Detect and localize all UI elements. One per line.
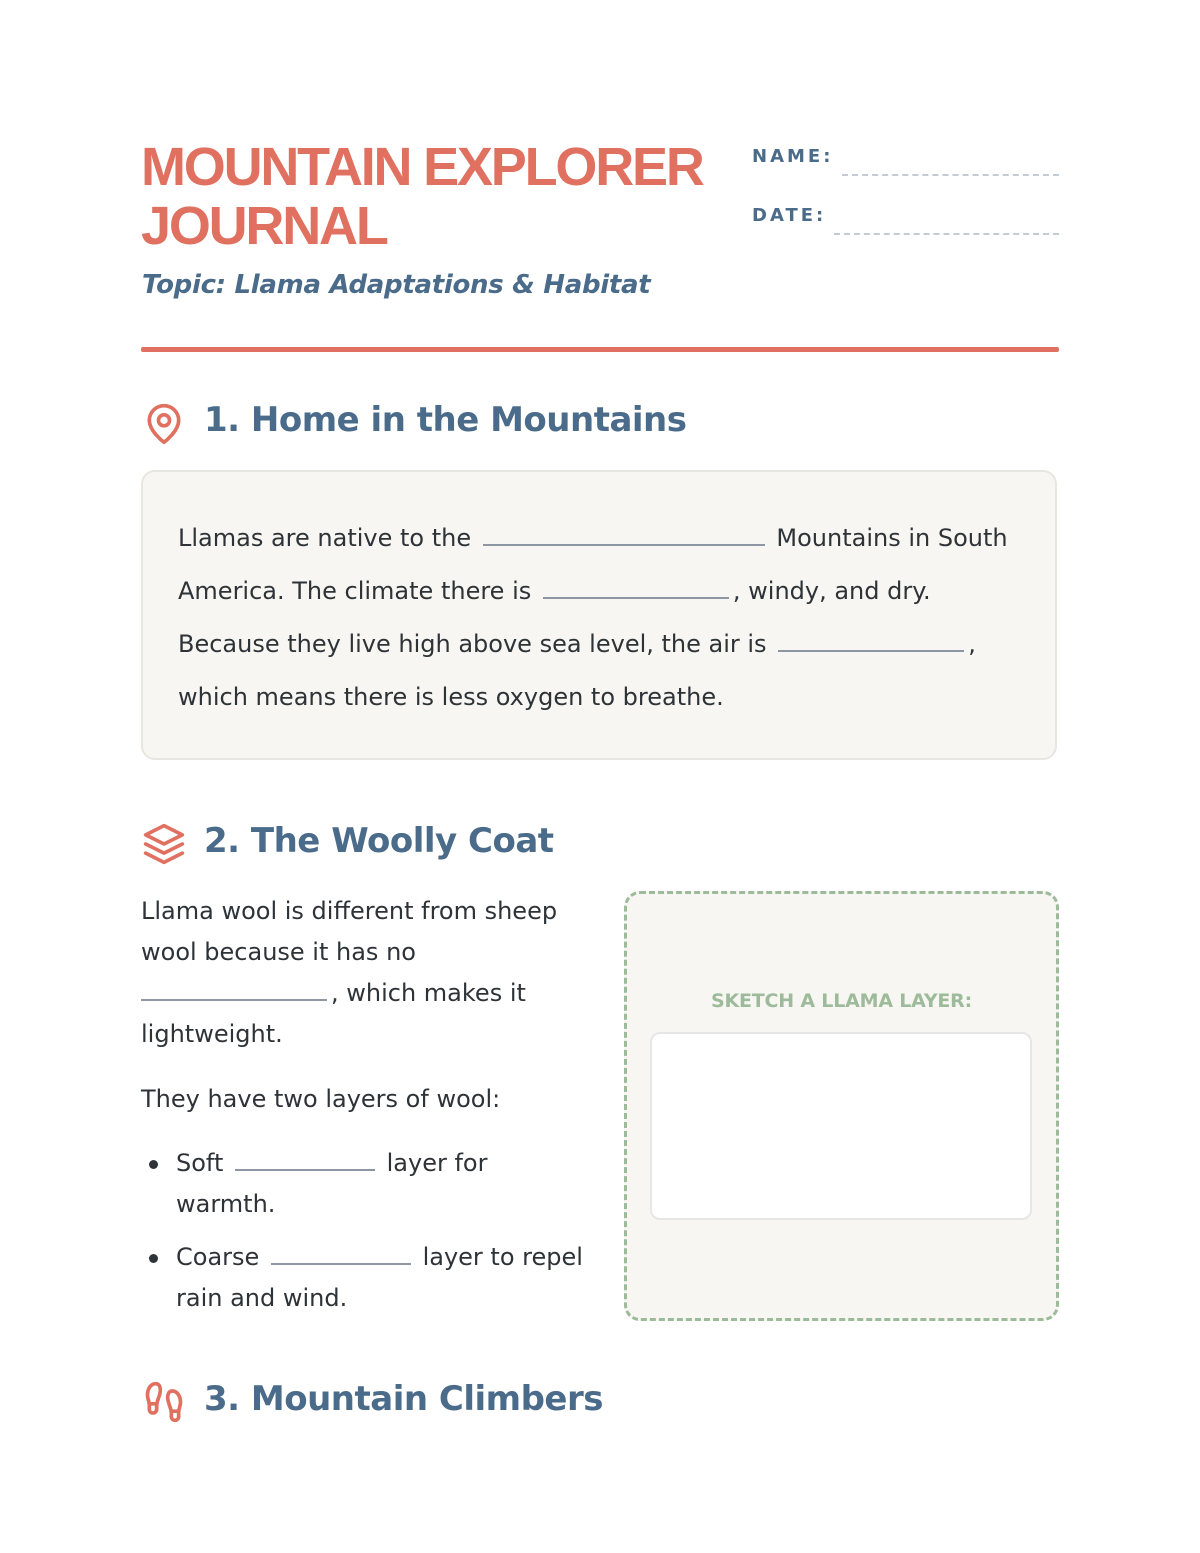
habitat-text-b: Mountains in South America. The climate there is: [178, 524, 1008, 605]
blank-mountains[interactable]: [483, 543, 765, 546]
blank-air[interactable]: [778, 649, 964, 652]
journal-title: [141, 138, 751, 256]
footprints-icon: [142, 1380, 186, 1424]
habitat-paragraph: [178, 512, 1038, 724]
bullet-2-text-b: layer to repel rain and wind.: [176, 1243, 583, 1312]
blank-climate[interactable]: [543, 596, 729, 599]
section-1-heading: 1. Home in the Mountains: [204, 400, 687, 440]
habitat-text-d: , which means there is less oxygen to breathe.: [178, 630, 976, 711]
bullet-1-text-a: Soft: [176, 1149, 224, 1177]
habitat-text-c: , windy, and dry. Because they live high above sea level, the air is: [178, 577, 931, 658]
wool-text-a: Llama wool is different from sheep wool because it has no: [141, 897, 558, 966]
section-3-heading: 3. Mountain Climbers: [204, 1379, 603, 1419]
bullet-1-text-b: layer for warmth.: [176, 1149, 488, 1218]
header-divider: [141, 347, 1059, 352]
bullet-2-text-a: Coarse: [176, 1243, 260, 1271]
section-2-heading: 2. The Woolly Coat: [204, 821, 554, 861]
sketch-drawing-area[interactable]: [650, 1032, 1032, 1220]
wool-layers-list: [141, 1143, 591, 1331]
date-field[interactable]: [834, 233, 1059, 235]
blank-coarse-layer[interactable]: [271, 1262, 411, 1265]
list-item: [141, 1143, 591, 1225]
list-item: [141, 1237, 591, 1319]
map-pin-icon: [142, 402, 186, 446]
habitat-text-a: Llamas are native to the: [178, 524, 472, 552]
sketch-label: SKETCH A LLAMA LAYER:: [710, 990, 973, 1012]
date-label: DATE:: [752, 205, 827, 226]
name-field[interactable]: [842, 174, 1059, 176]
title-line-1: MOUNTAIN EXPLORER: [141, 137, 703, 197]
title-line-2: JOURNAL: [141, 196, 387, 256]
wool-text-b: , which makes it lightweight.: [141, 979, 526, 1048]
wool-paragraph: [141, 891, 581, 1055]
layers-intro: They have two layers of wool:: [141, 1085, 501, 1113]
layers-icon: [142, 822, 186, 866]
blank-lanolin[interactable]: [141, 998, 327, 1001]
name-label: NAME:: [752, 146, 834, 167]
topic-subtitle: Topic: Llama Adaptations & Habitat: [142, 270, 651, 300]
blank-soft-layer[interactable]: [235, 1168, 375, 1171]
